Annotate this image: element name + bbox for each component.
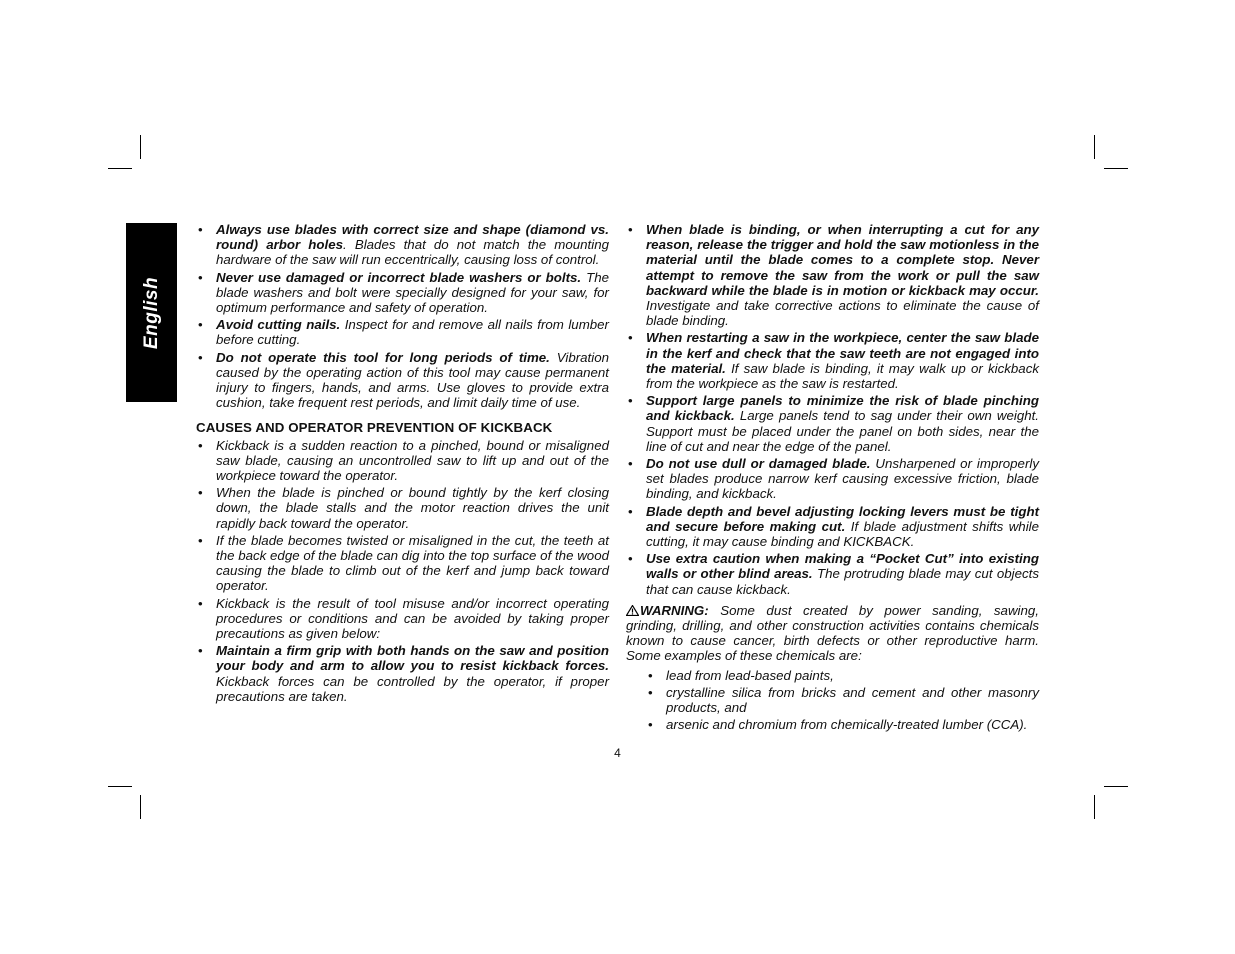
bullet-glyph: • bbox=[628, 503, 633, 519]
list-item bbox=[646, 685, 1039, 715]
list-item bbox=[646, 668, 1039, 683]
crop-mark bbox=[1104, 786, 1128, 787]
list-item bbox=[196, 317, 609, 347]
bullet-bold-text: Avoid cutting nails. bbox=[216, 317, 341, 333]
list-item bbox=[626, 393, 1039, 454]
list-item bbox=[196, 533, 609, 594]
list-item bbox=[626, 222, 1039, 328]
bullet-text: Vibration caused by the operating action of this tool may cause permanent injury to fingers, hands, and arms. Use gloves to provide extra cushion, take frequent rest periods, and limit daily time of use. bbox=[216, 349, 609, 411]
bullet-glyph: • bbox=[648, 667, 653, 683]
warning-text: Some dust created by power sanding, sawing, grinding, drilling, and other construction activities contains chemicals known to cause cancer, birth defects or other reproductive harm. Some examples of these chemicals are: bbox=[626, 602, 1039, 664]
bullet-text: Kickback forces can be controlled by the operator, if proper precautions are taken. bbox=[216, 673, 609, 704]
bullet-bold-text: Support large panels to minimize the risk of blade pinching and kickback. bbox=[646, 393, 1039, 424]
safety-bullet-list bbox=[626, 222, 1039, 597]
bullet-text: arsenic and chromium from chemically-treated lumber (CCA). bbox=[666, 717, 1028, 733]
right-column bbox=[626, 222, 1039, 735]
bullet-glyph: • bbox=[628, 393, 633, 409]
bullet-glyph: • bbox=[198, 317, 203, 333]
bullet-bold-text: Always use blades with correct size and shape (diamond vs. round) arbor holes bbox=[216, 222, 609, 253]
bullet-glyph: • bbox=[198, 643, 203, 659]
bullet-bold-text: When blade is binding, or when interrupting a cut for any reason, release the trigger and hold the saw motionless in the material until the blade comes to a complete stop. Never attempt to remove the saw from the work or pull the saw backward while the blade is in motion or kickback may occur. bbox=[646, 222, 1039, 298]
bullet-glyph: • bbox=[198, 437, 203, 453]
list-item bbox=[626, 456, 1039, 502]
list-item bbox=[196, 643, 609, 704]
list-item bbox=[196, 222, 609, 268]
bullet-text: Inspect for and remove all nails from lumber before cutting. bbox=[216, 317, 609, 348]
bullet-text: Kickback is the result of tool misuse and/or incorrect operating procedures or conditions and can be avoided by taking proper precautions as given below: bbox=[216, 595, 609, 642]
bullet-bold-text: Do not operate this tool for long periods of time. bbox=[216, 349, 550, 365]
left-column bbox=[196, 222, 609, 706]
list-item bbox=[196, 485, 609, 531]
bullet-glyph: • bbox=[198, 595, 203, 611]
bullet-text: The protruding blade may cut objects that can cause kickback. bbox=[646, 566, 1039, 597]
bullet-glyph: • bbox=[648, 717, 653, 733]
section-heading: CAUSES AND OPERATOR PREVENTION OF KICKBACK bbox=[196, 420, 553, 436]
bullet-glyph: • bbox=[628, 330, 633, 346]
chemical-examples-list bbox=[626, 668, 1039, 733]
bullet-glyph: • bbox=[648, 684, 653, 700]
crop-mark bbox=[140, 795, 141, 819]
bullet-text: The blade washers and bolt were specially designed for your saw, for optimum performance and safety of operation. bbox=[216, 269, 609, 316]
bullet-glyph: • bbox=[198, 532, 203, 548]
bullet-glyph: • bbox=[198, 269, 203, 285]
crop-mark bbox=[1094, 795, 1095, 819]
bullet-text: Large panels tend to sag under their own weight. Support must be placed under the panel on both sides, near the line of cut and near the edge of the panel. bbox=[646, 408, 1039, 454]
warning-label: WARNING: bbox=[640, 602, 709, 618]
bullet-text: Kickback is a sudden reaction to a pinched, bound or misaligned saw blade, causing an uncontrolled saw to lift up and out of the workpiece toward the operator. bbox=[216, 437, 609, 484]
crop-mark bbox=[1094, 135, 1095, 159]
bullet-bold-text: When restarting a saw in the workpiece, center the saw blade in the kerf and check that the saw teeth are not engaged into the material. bbox=[646, 330, 1039, 376]
bullet-text: crystalline silica from bricks and cement and other masonry products, and bbox=[666, 684, 1039, 716]
page-number: 4 bbox=[614, 746, 621, 760]
list-item bbox=[626, 330, 1039, 391]
list-item bbox=[196, 596, 609, 642]
bullet-text: If blade adjustment shifts while cutting, it may cause binding and KICKBACK. bbox=[646, 518, 1039, 550]
bullet-bold-text: Maintain a firm grip with both hands on the saw and position your body and arm to allow you to resist kickback forces. bbox=[216, 643, 609, 674]
bullet-glyph: • bbox=[198, 349, 203, 365]
crop-mark bbox=[1104, 168, 1128, 169]
list-item bbox=[646, 717, 1039, 732]
crop-mark bbox=[108, 786, 132, 787]
bullet-bold-text: Do not use dull or damaged blade. bbox=[646, 456, 871, 472]
bullet-text: lead from lead-based paints, bbox=[666, 667, 834, 683]
bullet-text: Unsharpened or improperly set blades produce narrow kerf causing excessive friction, blade binding, and kickback. bbox=[646, 456, 1039, 502]
bullet-bold-text: Blade depth and bevel adjusting locking levers must be tight and secure before making cut. bbox=[646, 503, 1039, 534]
bullet-text: Investigate and take corrective actions to eliminate the cause of blade binding. bbox=[646, 298, 1039, 329]
bullet-bold-text: Never use damaged or incorrect blade washers or bolts. bbox=[216, 269, 582, 285]
bullet-text: When the blade is pinched or bound tightly by the kerf closing down, the blade stalls and the motor reaction drives the unit rapidly back toward the operator. bbox=[216, 485, 609, 531]
bullet-bold-text: Use extra caution when making a “Pocket Cut” into existing walls or other blind areas. bbox=[646, 551, 1039, 582]
list-item bbox=[196, 438, 609, 484]
crop-mark bbox=[108, 168, 132, 169]
language-tab bbox=[126, 223, 177, 402]
bullet-glyph: • bbox=[628, 222, 633, 237]
list-item bbox=[626, 551, 1039, 597]
list-item bbox=[626, 504, 1039, 550]
safety-bullet-list bbox=[196, 222, 609, 410]
crop-mark bbox=[140, 135, 141, 159]
bullet-text: If the blade becomes twisted or misaligned in the cut, the teeth at the back edge of the blade can dig into the top surface of the wood causing the blade to climb out of the kerf and jump back toward operator. bbox=[216, 532, 609, 594]
warning-paragraph bbox=[626, 603, 1039, 664]
kickback-bullet-list bbox=[196, 438, 609, 704]
bullet-glyph: • bbox=[628, 456, 633, 472]
bullet-glyph: • bbox=[198, 222, 203, 237]
bullet-text: . Blades that do not match the mounting hardware of the saw will run eccentrically, causing loss of control. bbox=[216, 237, 609, 268]
bullet-glyph: • bbox=[198, 485, 203, 501]
bullet-glyph: • bbox=[628, 551, 633, 567]
language-tab-label: English bbox=[140, 276, 162, 349]
bullet-text: If saw blade is binding, it may walk up or kickback from the workpiece as the saw is restarted. bbox=[646, 360, 1039, 392]
warning-triangle-icon bbox=[626, 605, 639, 616]
list-item bbox=[196, 270, 609, 316]
list-item bbox=[196, 350, 609, 411]
